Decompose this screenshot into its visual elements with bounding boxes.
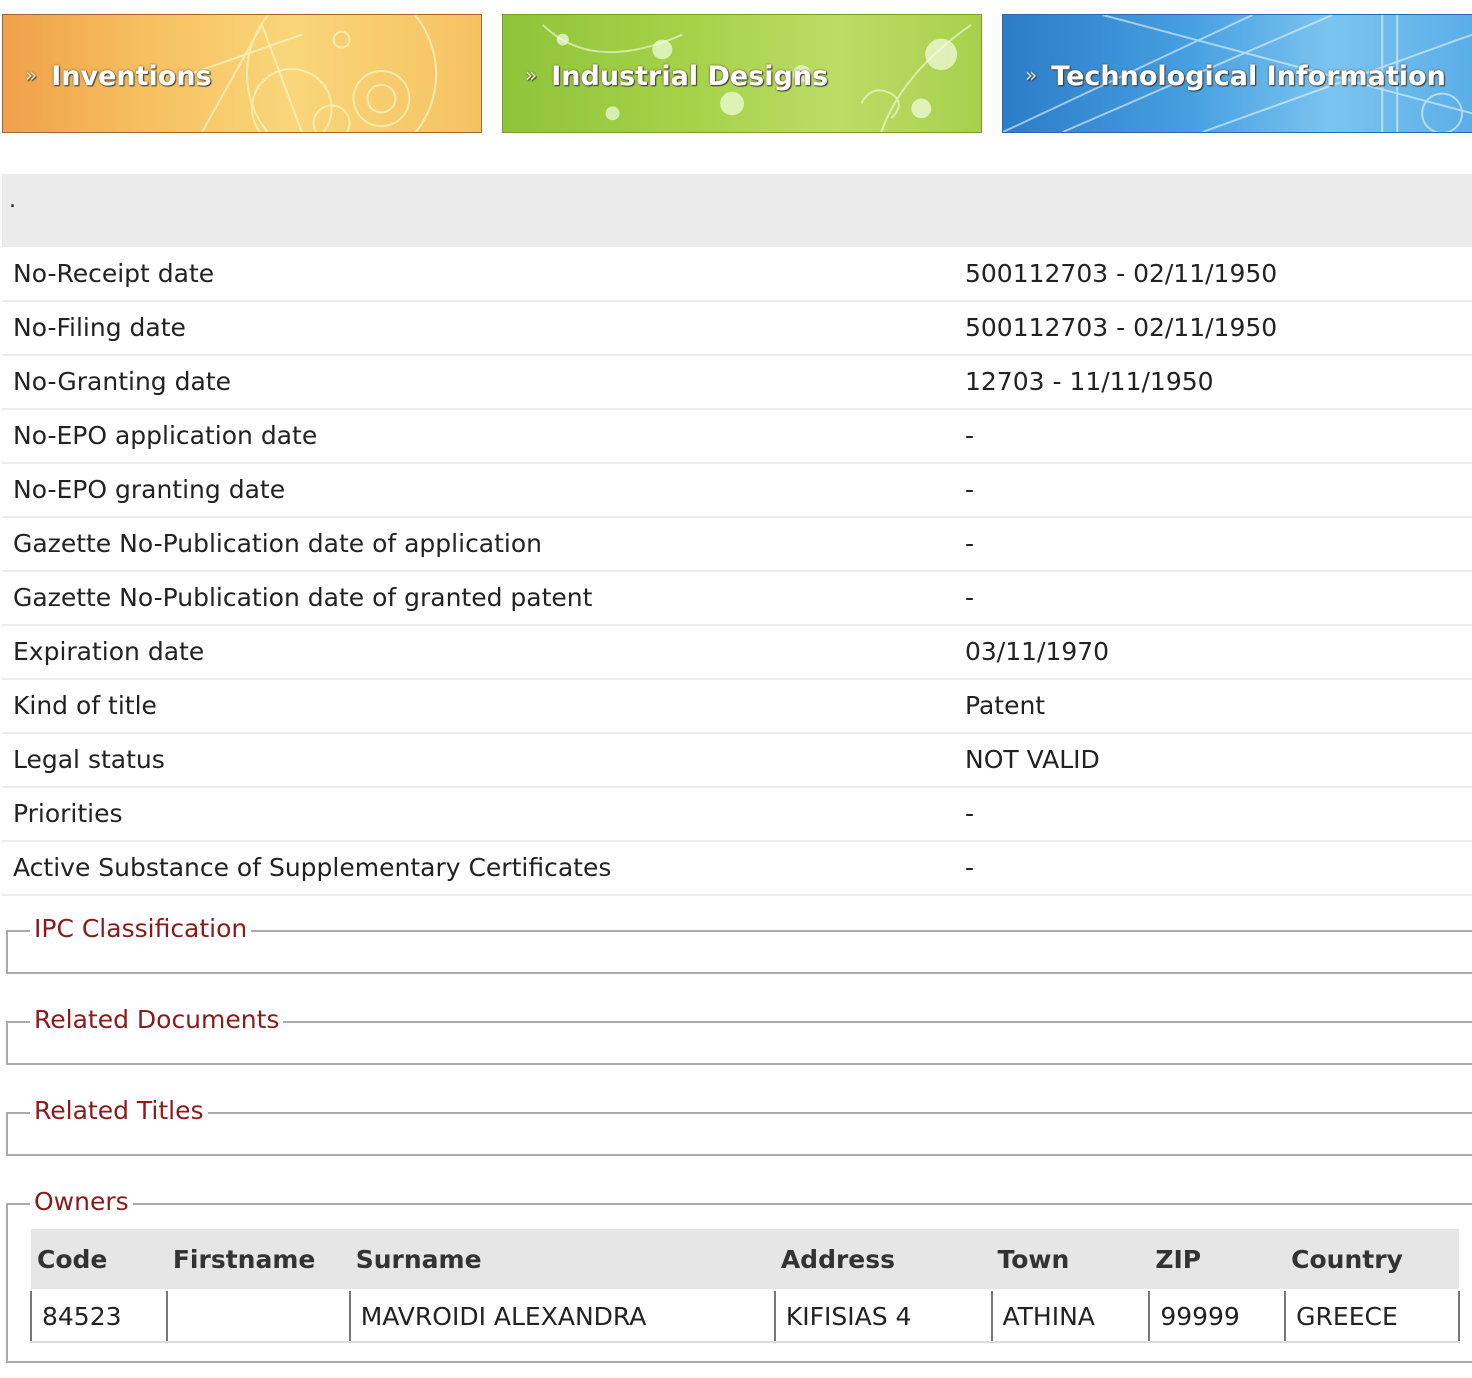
detail-value: 500112703 - 02/11/1950 <box>965 259 1278 288</box>
detail-label: No-EPO granting date <box>13 475 286 504</box>
column-header-zip: ZIP <box>1149 1229 1285 1289</box>
detail-row <box>2 680 1472 734</box>
detail-row <box>2 788 1472 842</box>
detail-row <box>2 842 1472 896</box>
record-title: . <box>9 188 16 213</box>
detail-label: Priorities <box>13 799 123 828</box>
detail-value: NOT VALID <box>965 745 1100 774</box>
chevron-right-icon: » <box>25 63 38 87</box>
detail-row <box>2 464 1472 518</box>
chevron-right-icon: » <box>1025 63 1038 87</box>
detail-row <box>2 410 1472 464</box>
detail-value: Patent <box>965 691 1046 720</box>
detail-value: - <box>965 421 975 450</box>
related-titles-title: Related Titles <box>30 1096 208 1125</box>
industrial-designs-label: Industrial Designs <box>551 61 829 92</box>
column-header-code: Code <box>31 1229 167 1289</box>
details-list <box>2 248 1472 896</box>
record-header <box>2 174 1472 247</box>
owners-header-row <box>31 1229 1459 1289</box>
owner-code: 84523 <box>31 1291 167 1342</box>
detail-label: Gazette No-Publication date of granted patent <box>13 583 593 612</box>
related-documents-section <box>6 1005 1472 1065</box>
related-titles-section <box>6 1096 1472 1156</box>
detail-label: No-Filing date <box>13 313 186 342</box>
detail-label: No-Granting date <box>13 367 231 396</box>
detail-row <box>2 626 1472 680</box>
inventions-banner[interactable] <box>2 14 482 133</box>
ipc-classification-section <box>6 914 1472 974</box>
detail-value: - <box>965 853 975 882</box>
owner-surname: MAVROIDI ALEXANDRA <box>350 1291 775 1342</box>
owner-zip: 99999 <box>1149 1291 1285 1342</box>
detail-value: - <box>965 475 975 504</box>
ipc-classification-title: IPC Classification <box>30 914 251 943</box>
owners-title: Owners <box>30 1187 133 1216</box>
column-header-town: Town <box>992 1229 1150 1289</box>
related-documents-title: Related Documents <box>30 1005 283 1034</box>
owners-section <box>6 1187 1472 1363</box>
detail-label: Active Substance of Supplementary Certificates <box>13 853 612 882</box>
detail-row <box>2 356 1472 410</box>
detail-label: Gazette No-Publication date of application <box>13 529 543 558</box>
detail-label: Legal status <box>13 745 165 774</box>
detail-value: 03/11/1970 <box>965 637 1110 666</box>
detail-row <box>2 248 1472 302</box>
detail-label: No-Receipt date <box>13 259 215 288</box>
technological-information-label: Technological Information <box>1051 61 1446 92</box>
owner-town: ATHINA <box>992 1291 1150 1342</box>
owner-firstname <box>167 1291 350 1342</box>
detail-row <box>2 518 1472 572</box>
detail-row <box>2 572 1472 626</box>
owner-address: KIFISIAS 4 <box>775 1291 992 1342</box>
column-header-surname: Surname <box>350 1229 775 1289</box>
inventions-label: Inventions <box>51 61 212 92</box>
detail-value: - <box>965 583 975 612</box>
industrial-designs-banner[interactable] <box>502 14 982 133</box>
detail-row <box>2 734 1472 788</box>
detail-value: - <box>965 799 975 828</box>
technological-information-banner[interactable] <box>1002 14 1472 133</box>
column-header-address: Address <box>775 1229 992 1289</box>
owners-table <box>30 1229 1460 1343</box>
detail-label: Expiration date <box>13 637 205 666</box>
column-header-country: Country <box>1285 1229 1459 1289</box>
detail-value: - <box>965 529 975 558</box>
detail-label: Kind of title <box>13 691 157 720</box>
owner-country: GREECE <box>1285 1291 1459 1342</box>
table-row <box>31 1291 1459 1342</box>
detail-row <box>2 302 1472 356</box>
column-header-firstname: Firstname <box>167 1229 350 1289</box>
detail-value: 500112703 - 02/11/1950 <box>965 313 1278 342</box>
detail-value: 12703 - 11/11/1950 <box>965 367 1214 396</box>
detail-label: No-EPO application date <box>13 421 318 450</box>
chevron-right-icon: » <box>525 63 538 87</box>
